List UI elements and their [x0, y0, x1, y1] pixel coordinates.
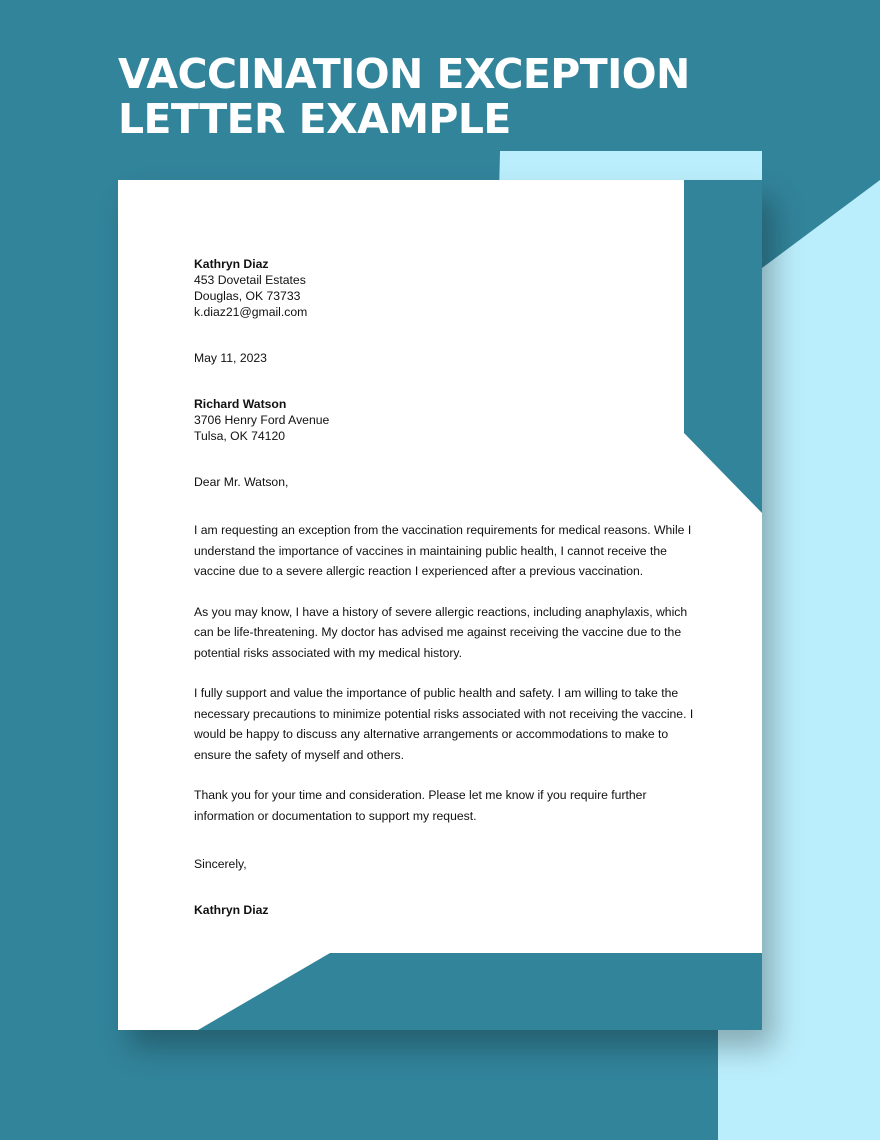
- letter-body: [194, 256, 694, 918]
- body-paragraph-1: I am requesting an exception from the vaccination requirements for medical reasons. While I understand the importance of vaccines in maintaining public health, I cannot receive the vaccine due to a severe allergic reaction I experienced after a previous vaccination.: [194, 523, 692, 578]
- letter-date: May 11, 2023: [194, 351, 267, 365]
- recipient-address: 3706 Henry Ford Avenue: [194, 413, 330, 427]
- body-paragraph-2: As you may know, I have a history of severe allergic reactions, including anaphylaxis, which can be life-threatening. My doctor has advised me against receiving the vaccine due to the potential risks associated with my medical history.: [194, 604, 688, 660]
- recipient-city: Tulsa, OK 74120: [194, 429, 286, 443]
- sender-name: Kathryn Diaz: [194, 257, 269, 271]
- body-paragraph-4: Thank you for your time and consideration. Please let me know if you require further information or documentation to support my request.: [194, 788, 647, 823]
- recipient-block: [194, 396, 694, 444]
- sender-city: Douglas, OK 73733: [194, 289, 301, 303]
- recipient-name: Richard Watson: [194, 397, 287, 411]
- bottom-corner-shape: [198, 953, 762, 1030]
- sender-address: 453 Dovetail Estates: [194, 273, 306, 287]
- page-title: VACCINATION EXCEPTION LETTER EXAMPLE: [118, 50, 690, 143]
- letter-page: [118, 180, 762, 1030]
- salutation: Dear Mr. Watson,: [194, 475, 289, 489]
- closing: Sincerely,: [194, 857, 247, 871]
- sender-block: [194, 256, 694, 320]
- body-paragraph-3: I fully support and value the importance of public health and safety. I am willing to take the necessary precautions to minimize potential risks associated with not receiving the vaccine. I would be happy to discuss any alternative arrangements or accommodations to make to ensure the safety of myself and others.: [194, 686, 694, 762]
- signature-name: Kathryn Diaz: [194, 903, 269, 917]
- sender-email: k.diaz21@gmail.com: [194, 305, 308, 319]
- right-corner-shape: [684, 180, 762, 513]
